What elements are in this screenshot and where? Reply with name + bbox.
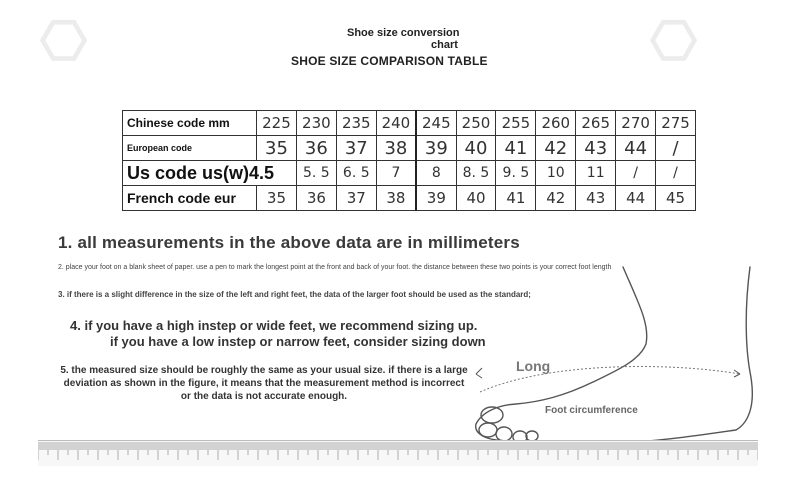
size-comparison-table	[122, 110, 696, 211]
table-cell: 37	[336, 136, 376, 161]
table-cell: 38	[376, 186, 416, 211]
table-cell: 39	[416, 136, 456, 161]
table-cell: 40	[456, 186, 496, 211]
chart-title: Shoe size conversion	[347, 27, 460, 39]
table-row-us	[123, 161, 696, 186]
row-label: Us code us(w)4.5	[123, 161, 297, 186]
table-cell: 225	[257, 111, 297, 136]
table-cell: 41	[496, 186, 536, 211]
table-cell: 260	[536, 111, 576, 136]
table-cell: 36	[296, 186, 336, 211]
note-how-to-measure: 2. place your foot on a blank sheet of paper. use a pen to mark the longest point at the front and back of your foot. the distance between these two points is your correct foot length	[58, 264, 612, 271]
table-cell: 235	[336, 111, 376, 136]
row-label: French code eur	[123, 186, 257, 211]
table-row-european	[123, 136, 696, 161]
table-cell: 10	[536, 161, 576, 186]
table-heading: SHOE SIZE COMPARISON TABLE	[291, 54, 488, 68]
table-cell: 8. 5	[456, 161, 496, 186]
table-cell: 265	[576, 111, 616, 136]
table-cell: 6. 5	[336, 161, 376, 186]
table-cell: 5. 5	[296, 161, 336, 186]
table-cell: /	[656, 136, 696, 161]
table-cell: /	[616, 161, 656, 186]
note-deviation: 5. the measured size should be roughly the same as your usual size. if there is a large deviation as shown in the figure, it means that the measurement method is incorrect or the data is not accurate enough.	[60, 365, 468, 402]
table-cell: 9. 5	[496, 161, 536, 186]
foot-outline-illustration	[468, 262, 768, 452]
table-cell: 270	[616, 111, 656, 136]
table-cell: /	[656, 161, 696, 186]
note-high-instep: 4. if you have a high instep or wide feet, we recommend sizing up.	[70, 318, 478, 333]
table-cell: 42	[536, 136, 576, 161]
table-cell: 230	[296, 111, 336, 136]
table-cell: 8	[416, 161, 456, 186]
chart-title-cont: chart	[431, 39, 458, 51]
table-row-chinese	[123, 111, 696, 136]
table-cell: 35	[257, 136, 297, 161]
row-label: European code	[123, 136, 257, 161]
circumference-label: Foot circumference	[545, 405, 638, 416]
table-cell: 35	[257, 186, 297, 211]
table-cell: 250	[456, 111, 496, 136]
row-label: Chinese code mm	[123, 111, 257, 136]
watermark: ⎔	[40, 12, 88, 72]
table-cell: 43	[576, 136, 616, 161]
watermark: ⎔	[650, 12, 698, 72]
length-label: Long	[516, 358, 551, 374]
table-cell: 255	[496, 111, 536, 136]
note-measurement-units: 1. all measurements in the above data are in millimeters	[58, 233, 520, 252]
table-cell: 45	[656, 186, 696, 211]
table-cell: 42	[536, 186, 576, 211]
table-cell: 44	[616, 136, 656, 161]
table-cell: 41	[496, 136, 536, 161]
table-cell: 245	[416, 111, 456, 136]
table-cell: 43	[576, 186, 616, 211]
table-cell: 39	[416, 186, 456, 211]
table-cell: 11	[576, 161, 616, 186]
ruler-graphic	[38, 440, 758, 466]
table-cell: 37	[336, 186, 376, 211]
table-cell: 275	[656, 111, 696, 136]
table-cell: 7	[376, 161, 416, 186]
table-row-french	[123, 186, 696, 211]
note-left-right-difference: 3. if there is a slight difference in the size of the left and right feet, the data of the larger foot should be used as the standard;	[58, 290, 531, 299]
table-cell: 36	[296, 136, 336, 161]
table-cell: 38	[376, 136, 416, 161]
table-cell: 44	[616, 186, 656, 211]
table-cell: 40	[456, 136, 496, 161]
table-cell: 240	[376, 111, 416, 136]
note-low-instep: if you have a low instep or narrow feet, consider sizing down	[110, 334, 486, 349]
